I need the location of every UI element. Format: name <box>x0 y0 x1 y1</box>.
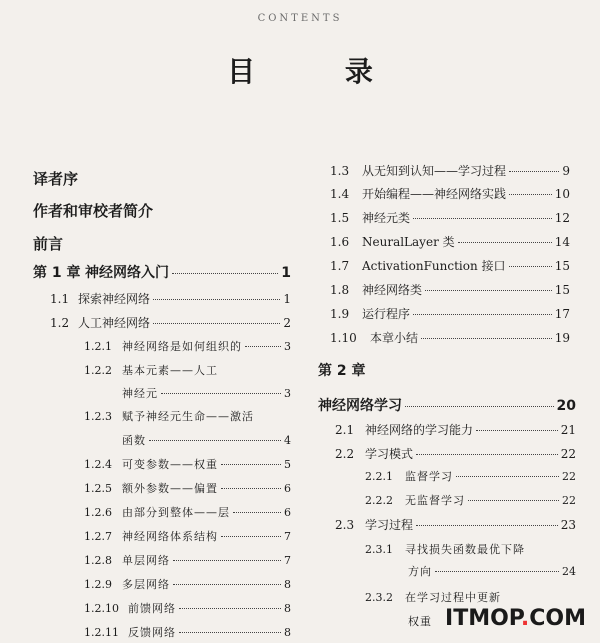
toc-entry-title: 由部分到整体——层 <box>122 506 230 519</box>
toc-leader-dots <box>416 525 558 526</box>
toc-entry-title: 从无知到认知——学习过程 <box>362 164 507 178</box>
toc-entry-title: 基本元素——人工 <box>122 364 218 377</box>
toc-entry-page: 7 <box>284 530 291 543</box>
toc-entry-title: 神经网络类 <box>362 283 423 297</box>
toc-entry-number: 1.6 <box>330 235 350 249</box>
toc-entry-title: 神经元类 <box>362 211 411 225</box>
toc-leader-dots <box>245 346 281 347</box>
toc-entry[interactable] <box>84 408 291 424</box>
toc-leader-dots <box>221 464 281 465</box>
toc-entry-number: 1.2.11 <box>84 626 119 639</box>
toc-entry-page: 10 <box>554 187 570 201</box>
toc-entry-number: 2.2 <box>335 447 355 461</box>
toc-entry-number: 2.2.2 <box>365 494 393 507</box>
toc-entry-page: 19 <box>554 331 570 345</box>
toc-leader-dots <box>416 454 558 455</box>
toc-entry-title: 前馈网络 <box>128 602 176 615</box>
toc-front-matter-item[interactable]: 译者序 <box>33 170 79 188</box>
toc-entry-number: 1.2.1 <box>84 340 112 353</box>
toc-entry[interactable] <box>122 432 291 448</box>
toc-leader-dots <box>233 512 281 513</box>
toc-entry[interactable] <box>330 257 570 274</box>
toc-entry-title: 单层网络 <box>122 554 170 567</box>
toc-entry-number: 1.1 <box>50 292 70 306</box>
toc-entry-title: 寻找损失函数最优下降 <box>405 543 525 556</box>
toc-entry-title: 探索神经网络 <box>78 292 151 306</box>
toc-entry[interactable] <box>335 516 576 533</box>
toc-leader-dots <box>172 273 278 274</box>
toc-entry-title: 无监督学习 <box>405 494 465 507</box>
toc-entry-number: 2.2.1 <box>365 470 393 483</box>
toc-entry-number: 2.3.2 <box>365 591 393 604</box>
toc-entry-number: 1.2.9 <box>84 578 112 591</box>
toc-entry-page: 5 <box>284 458 291 471</box>
toc-entry[interactable] <box>330 305 570 322</box>
toc-entry-page: 14 <box>554 235 570 249</box>
toc-entry[interactable] <box>50 314 291 331</box>
toc-entry[interactable] <box>330 281 570 298</box>
toc-entry[interactable] <box>318 395 576 415</box>
toc-entry-number: 2.1 <box>335 423 355 437</box>
toc-entry[interactable] <box>365 468 576 484</box>
toc-entry[interactable] <box>84 600 291 616</box>
toc-entry[interactable] <box>122 385 291 401</box>
toc-leader-dots <box>509 266 552 267</box>
toc-entry-number: 第 2 章 <box>318 363 366 379</box>
toc-entry[interactable] <box>84 362 291 378</box>
toc-entry-page: 15 <box>554 283 570 297</box>
toc-entry-page: 23 <box>560 518 576 532</box>
toc-entry-page: 7 <box>284 554 291 567</box>
toc-entry-title: 神经网络的学习能力 <box>365 423 474 437</box>
toc-entry-number: 1.2.3 <box>84 410 112 423</box>
toc-entry-title: 权重 <box>408 615 432 628</box>
toc-entry-page: 6 <box>284 482 291 495</box>
toc-entry-title: NeuralLayer 类 <box>362 235 455 249</box>
toc-entry-number: 1.8 <box>330 283 350 297</box>
toc-front-matter-item[interactable]: 前言 <box>33 235 64 253</box>
toc-entry-page: 8 <box>284 626 291 639</box>
toc-leader-dots <box>456 476 559 477</box>
toc-entry[interactable] <box>335 421 576 438</box>
toc-entry-title: 神经网络学习 <box>318 398 402 414</box>
toc-entry-title: 在学习过程中更新 <box>405 591 501 604</box>
toc-leader-dots <box>149 440 281 441</box>
toc-entry-title: 本章小结 <box>370 331 419 345</box>
toc-leader-dots <box>468 500 559 501</box>
toc-entry-number: 第 1 章 <box>33 265 81 281</box>
toc-leader-dots <box>221 488 281 489</box>
toc-leader-dots <box>173 560 281 561</box>
toc-entry[interactable] <box>330 329 570 346</box>
toc-entry-title: 神经网络入门 <box>85 265 169 281</box>
toc-entry[interactable] <box>365 589 576 605</box>
toc-entry-number: 1.5 <box>330 211 350 225</box>
watermark-logo: ITMOP.COM <box>445 606 586 631</box>
toc-entry-page: 24 <box>562 565 576 578</box>
toc-entry[interactable] <box>50 290 291 307</box>
toc-entry-page: 22 <box>562 494 576 507</box>
toc-entry-number: 1.2.8 <box>84 554 112 567</box>
toc-entry-title: 学习过程 <box>365 518 414 532</box>
toc-entry-number: 2.3 <box>335 518 355 532</box>
toc-entry-page: 15 <box>554 259 570 273</box>
toc-entry-number: 1.2.7 <box>84 530 112 543</box>
toc-entry-title: 监督学习 <box>405 470 453 483</box>
toc-entry-number: 1.2.10 <box>84 602 119 615</box>
toc-entry-title: 开始编程——神经网络实践 <box>362 187 507 201</box>
toc-leader-dots <box>153 323 280 324</box>
toc-entry[interactable] <box>84 528 291 544</box>
toc-front-matter-item[interactable]: 作者和审校者简介 <box>33 202 154 220</box>
toc-entry-title: 学习模式 <box>365 447 414 461</box>
toc-entry[interactable] <box>330 233 570 250</box>
toc-entry-number: 1.3 <box>330 164 350 178</box>
toc-entry-page: 3 <box>284 387 291 400</box>
toc-entry-number: 1.7 <box>330 259 350 273</box>
toc-entry-page: 22 <box>560 447 576 461</box>
toc-entry-number: 1.10 <box>330 331 357 345</box>
toc-leader-dots <box>458 242 552 243</box>
toc-entry-number: 1.2.6 <box>84 506 112 519</box>
toc-entry-page: 17 <box>554 307 570 321</box>
toc-entry-number: 1.2.2 <box>84 364 112 377</box>
toc-leader-dots <box>221 536 281 537</box>
toc-entry-page: 2 <box>283 316 291 330</box>
toc-leader-dots <box>425 290 552 291</box>
toc-entry[interactable] <box>84 576 291 592</box>
page-title: 目 录 <box>227 55 413 88</box>
toc-entry-title: ActivationFunction 接口 <box>362 259 506 273</box>
toc-entry[interactable] <box>330 209 570 226</box>
toc-leader-dots <box>476 430 558 431</box>
toc-entry-title: 额外参数——偏置 <box>122 482 218 495</box>
toc-entry-title: 函数 <box>122 434 146 447</box>
toc-entry-page: 21 <box>560 423 576 437</box>
toc-entry[interactable] <box>84 624 291 640</box>
toc-leader-dots <box>405 406 554 407</box>
toc-leader-dots <box>179 608 281 609</box>
toc-entry[interactable] <box>84 456 291 472</box>
toc-entry-title: 多层网络 <box>122 578 170 591</box>
toc-entry-page: 8 <box>284 602 291 615</box>
toc-entry-number: 1.2 <box>50 316 70 330</box>
toc-entry-number: 1.4 <box>330 187 350 201</box>
toc-entry-title: 反馈网络 <box>128 626 176 639</box>
toc-leader-dots <box>179 632 281 633</box>
toc-entry-page: 20 <box>556 398 576 414</box>
toc-entry-title: 运行程序 <box>362 307 411 321</box>
toc-leader-dots <box>161 393 281 394</box>
toc-entry-title: 可变参数——权重 <box>122 458 218 471</box>
toc-entry-page: 12 <box>554 211 570 225</box>
toc-entry-page: 6 <box>284 506 291 519</box>
toc-entry-title: 神经网络体系结构 <box>122 530 218 543</box>
toc-entry-number: 2.3.1 <box>365 543 393 556</box>
toc-entry-number: 1.2.5 <box>84 482 112 495</box>
toc-entry-page: 1 <box>281 265 291 281</box>
toc-entry-title: 神经元 <box>122 387 158 400</box>
toc-entry-page: 4 <box>284 434 291 447</box>
toc-leader-dots <box>421 338 552 339</box>
toc-entry[interactable] <box>84 504 291 520</box>
toc-leader-dots <box>509 194 552 195</box>
toc-entry-page: 8 <box>284 578 291 591</box>
toc-leader-dots <box>413 314 552 315</box>
toc-leader-dots <box>435 571 559 572</box>
toc-leader-dots <box>153 299 280 300</box>
toc-entry-page: 1 <box>283 292 291 306</box>
toc-entry-title: 神经网络是如何组织的 <box>122 340 242 353</box>
toc-entry[interactable] <box>84 480 291 496</box>
toc-entry[interactable] <box>330 162 570 179</box>
toc-entry[interactable] <box>330 185 570 202</box>
toc-entry[interactable] <box>84 338 291 354</box>
toc-entry-title: 赋予神经元生命——激活 <box>122 410 254 423</box>
toc-entry[interactable] <box>318 360 398 380</box>
toc-entry[interactable] <box>84 552 291 568</box>
toc-entry[interactable] <box>33 262 291 282</box>
toc-leader-dots <box>173 584 281 585</box>
toc-entry-page: 22 <box>562 470 576 483</box>
toc-entry-title: 人工神经网络 <box>78 316 151 330</box>
toc-entry[interactable] <box>408 563 576 579</box>
toc-leader-dots <box>509 171 559 172</box>
toc-entry[interactable] <box>365 492 576 508</box>
toc-entry-number: 1.9 <box>330 307 350 321</box>
toc-entry-page: 9 <box>562 164 570 178</box>
toc-entry-number: 1.2.4 <box>84 458 112 471</box>
toc-entry-title: 方向 <box>408 565 432 578</box>
toc-entry[interactable] <box>365 541 576 557</box>
contents-label: CONTENTS <box>257 13 343 24</box>
toc-entry[interactable] <box>335 445 576 462</box>
toc-entry-page: 3 <box>284 340 291 353</box>
toc-leader-dots <box>413 218 552 219</box>
